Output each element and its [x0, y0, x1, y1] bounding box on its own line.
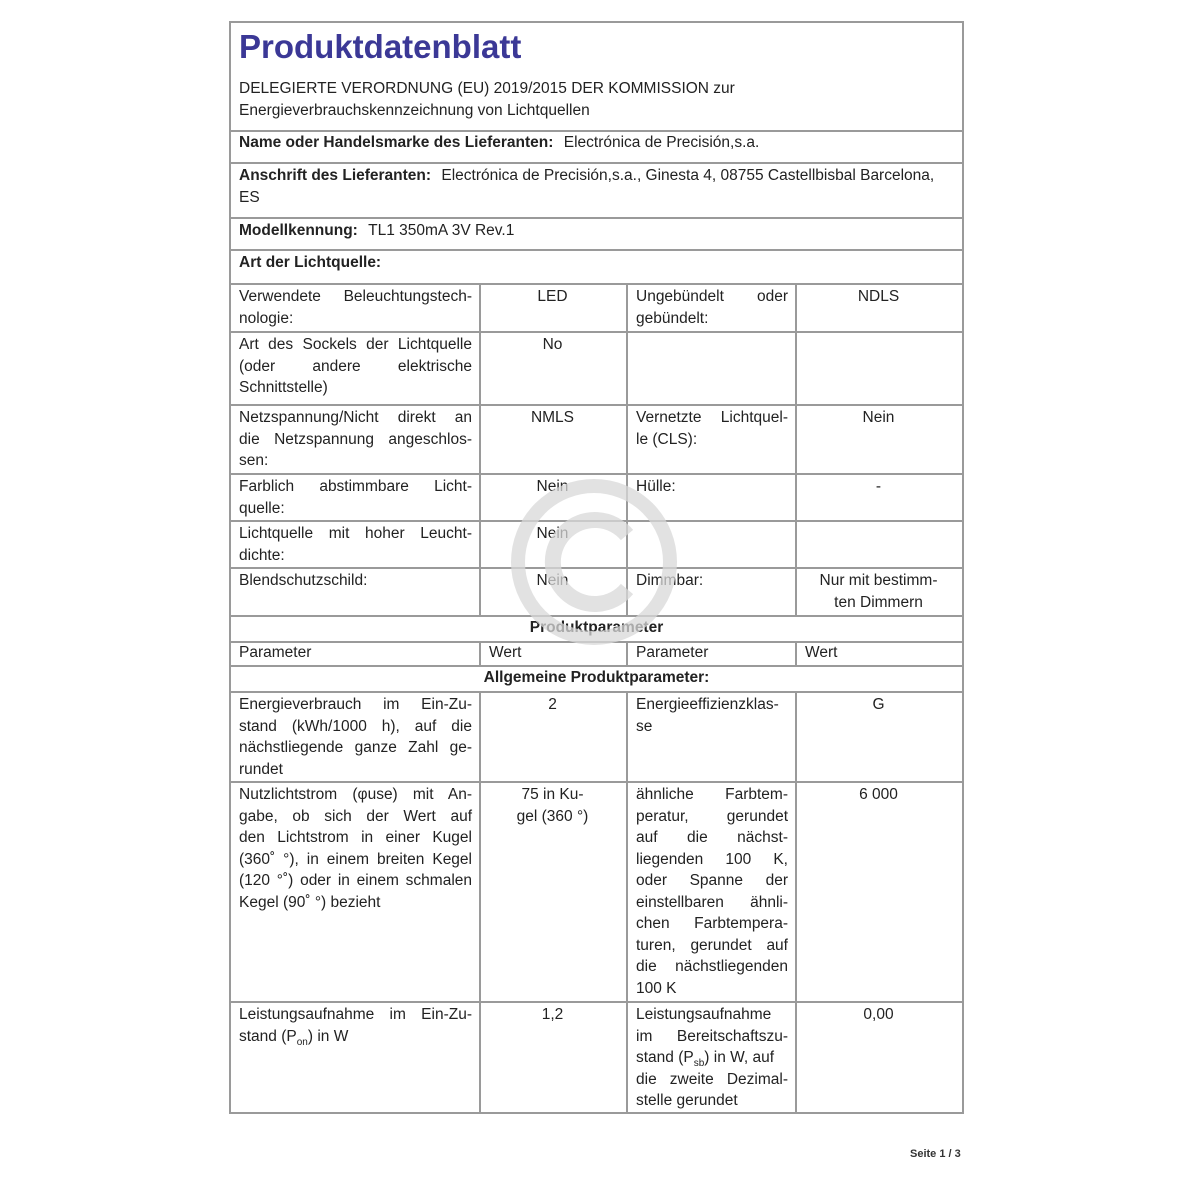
- light-source-type-label: Art der Lichtquelle:: [239, 254, 382, 271]
- parameter-label: dichte:: [239, 546, 285, 564]
- column-divider: [795, 567, 797, 615]
- regulation-text-line2: Energieverbrauchskennzeichnung von Lichtquellen: [239, 102, 590, 119]
- parameter-label: rundet: [239, 760, 283, 778]
- parameter-label: (360˚ °), in einem breiten Kegel: [239, 850, 472, 868]
- parameter-label: Leistungsaufnahme im Ein-Zu-: [239, 1006, 472, 1023]
- model-row: [239, 220, 514, 242]
- parameter-label: ähnliche Farbtem-: [636, 786, 788, 803]
- parameter-label: nächstliegende ganze Zahl ge-: [239, 739, 472, 756]
- column-divider: [795, 781, 797, 1001]
- subscript: sb: [693, 1058, 705, 1070]
- supplier-address-value-line2: ES: [239, 189, 260, 206]
- divider: [231, 249, 962, 251]
- product-data-sheet: [229, 21, 964, 1114]
- column-divider: [479, 283, 481, 331]
- column-divider: [795, 1001, 797, 1114]
- column-divider: [795, 691, 797, 781]
- column-divider: [626, 404, 628, 473]
- divider: [231, 404, 962, 406]
- column-divider: [626, 641, 628, 665]
- parameter-label: Hülle:: [636, 478, 676, 495]
- parameter-value: NDLS: [857, 288, 900, 305]
- parameter-label: gabe, ob sich der Wert auf: [239, 807, 472, 825]
- parameter-label: liegenden 100 K,: [636, 850, 788, 868]
- parameter-label: turen, gerundet auf: [636, 936, 788, 954]
- label-text: stand (P: [239, 1027, 297, 1045]
- parameter-label: Farblich abstimmbare Licht-: [239, 478, 472, 495]
- parameter-value: G: [872, 696, 885, 713]
- parameter-label: Blendschutzschild:: [239, 572, 368, 589]
- parameter-label: gebündelt:: [636, 309, 709, 327]
- column-divider: [795, 641, 797, 665]
- parameter-label: Kegel (90˚ °) bezieht: [239, 893, 381, 911]
- parameter-label: stelle gerundet: [636, 1092, 738, 1109]
- column-divider: [479, 641, 481, 665]
- parameter-label: [636, 1047, 774, 1069]
- parameter-value: 6 000: [859, 786, 898, 803]
- column-divider: [479, 567, 481, 615]
- parameter-label: einstellbaren ähnli-: [636, 893, 788, 911]
- column-divider: [795, 473, 797, 520]
- parameter-label: chen Farbtempera-: [636, 915, 788, 932]
- column-divider: [626, 283, 628, 331]
- parameter-label: sen:: [239, 452, 269, 469]
- supplier-name-label: Name oder Handelsmarke des Lieferanten:: [239, 134, 554, 151]
- column-divider: [479, 331, 481, 404]
- column-divider: [795, 283, 797, 331]
- page-number: Seite 1 / 3: [910, 1148, 961, 1160]
- divider: [231, 162, 962, 164]
- column-divider: [626, 473, 628, 520]
- column-divider: [626, 691, 628, 781]
- label-text: stand (P: [636, 1049, 694, 1066]
- divider: [231, 691, 962, 693]
- column-header-parameter-1: Parameter: [239, 644, 312, 661]
- column-divider: [626, 781, 628, 1001]
- parameter-label: auf die nächst-: [636, 829, 788, 846]
- parameter-label: le (CLS):: [636, 430, 698, 448]
- supplier-name-row: [239, 132, 759, 154]
- parameter-value: 1,2: [541, 1006, 564, 1023]
- parameter-value: ten Dimmern: [834, 593, 923, 611]
- regulation-text-line1: DELEGIERTE VERORDNUNG (EU) 2019/2015 DER KOMMISSION zur: [239, 80, 735, 97]
- parameter-label: Vernetzte Lichtquel-: [636, 409, 788, 426]
- parameter-label: Ungebündelt oder: [636, 288, 788, 305]
- parameter-label: im Bereitschaftszu-: [636, 1027, 788, 1045]
- parameter-value: Nein: [862, 409, 895, 426]
- parameter-label: die Netzspannung angeschlos-: [239, 430, 472, 448]
- divider: [231, 781, 962, 783]
- parameter-value: Nur mit bestimm-: [819, 572, 938, 589]
- parameter-value: Nein: [536, 572, 569, 589]
- subscript: on: [296, 1036, 308, 1048]
- divider: [231, 473, 962, 475]
- parameter-label: Energieeffizienzklas-: [636, 696, 779, 713]
- parameter-value: Nein: [536, 525, 569, 542]
- column-divider: [479, 781, 481, 1001]
- supplier-name-value: Electrónica de Precisión,s.a.: [563, 134, 760, 151]
- supplier-address-row: [239, 165, 934, 187]
- column-divider: [626, 331, 628, 404]
- divider: [231, 641, 962, 643]
- parameter-label: Energieverbrauch im Ein-Zu-: [239, 696, 472, 713]
- column-divider: [479, 691, 481, 781]
- parameter-value: NMLS: [530, 409, 575, 426]
- divider: [231, 1001, 962, 1003]
- label-text: ) in W, auf: [704, 1049, 775, 1066]
- parameter-label: Netzspannung/Nicht direkt an: [239, 409, 472, 426]
- supplier-address-label: Anschrift des Lieferanten:: [239, 167, 432, 184]
- parameter-label: (120 °˚) oder in einem schmalen: [239, 872, 472, 889]
- column-divider: [795, 331, 797, 404]
- parameter-label: oder Spanne der: [636, 872, 788, 889]
- parameter-value: 0,00: [863, 1006, 894, 1023]
- general-parameters-heading: Allgemeine Produktparameter:: [483, 669, 710, 686]
- parameter-label: se: [636, 717, 653, 735]
- label-text: ) in W: [307, 1027, 349, 1045]
- column-header-value-2: Wert: [805, 644, 838, 661]
- parameter-label: Verwendete Beleuchtungstech-: [239, 288, 472, 305]
- parameter-label: 100 K: [636, 979, 677, 997]
- page-title: Produktdatenblatt: [239, 28, 522, 65]
- parameter-label: Schnittstelle): [239, 379, 328, 396]
- parameter-label: stand (kWh/1000 h), auf die: [239, 717, 472, 735]
- parameter-value: LED: [537, 288, 568, 305]
- column-divider: [795, 404, 797, 473]
- parameter-label: peratur, gerundet: [636, 807, 788, 825]
- parameter-label: die nächstliegenden: [636, 958, 788, 975]
- column-divider: [479, 520, 481, 567]
- column-header-parameter-2: Parameter: [636, 644, 709, 661]
- parameter-label: Leistungsaufnahme: [636, 1006, 772, 1023]
- parameter-label: [239, 1026, 348, 1048]
- parameter-value: No: [542, 336, 563, 353]
- parameter-label: Dimmbar:: [636, 572, 704, 589]
- divider: [231, 217, 962, 219]
- parameter-label: quelle:: [239, 499, 285, 517]
- model-label: Modellkennung:: [239, 222, 358, 239]
- parameter-label: (oder andere elektrische: [239, 357, 472, 375]
- column-divider: [479, 404, 481, 473]
- parameter-label: den Lichtstrom in einer Kugel: [239, 829, 472, 846]
- divider: [231, 283, 962, 285]
- parameter-value: Nein: [536, 478, 569, 495]
- column-divider: [795, 520, 797, 567]
- parameter-value: 2: [548, 696, 557, 713]
- column-divider: [626, 567, 628, 615]
- parameter-value: -: [875, 478, 882, 495]
- parameter-label: nologie:: [239, 309, 294, 327]
- column-divider: [479, 1001, 481, 1114]
- column-divider: [479, 473, 481, 520]
- parameter-label: Lichtquelle mit hoher Leucht-: [239, 525, 472, 542]
- column-header-value-1: Wert: [489, 644, 522, 661]
- parameter-value: 75 in Ku-: [521, 786, 584, 803]
- column-divider: [626, 1001, 628, 1114]
- model-value: TL1 350mA 3V Rev.1: [368, 222, 515, 239]
- divider: [231, 331, 962, 333]
- parameter-label: Art des Sockels der Lichtquelle: [239, 336, 472, 353]
- parameter-label: Nutzlichtstrom (φuse) mit An-: [239, 786, 472, 803]
- parameter-label: die zweite Dezimal-: [636, 1070, 788, 1088]
- product-parameters-heading: Produktparameter: [529, 619, 664, 636]
- parameter-value: gel (360 °): [516, 807, 589, 825]
- column-divider: [626, 520, 628, 567]
- divider: [231, 520, 962, 522]
- divider: [231, 567, 962, 569]
- supplier-address-value: Electrónica de Precisión,s.a., Ginesta 4, 08755 Castellbisbal Barcelona,: [441, 167, 935, 184]
